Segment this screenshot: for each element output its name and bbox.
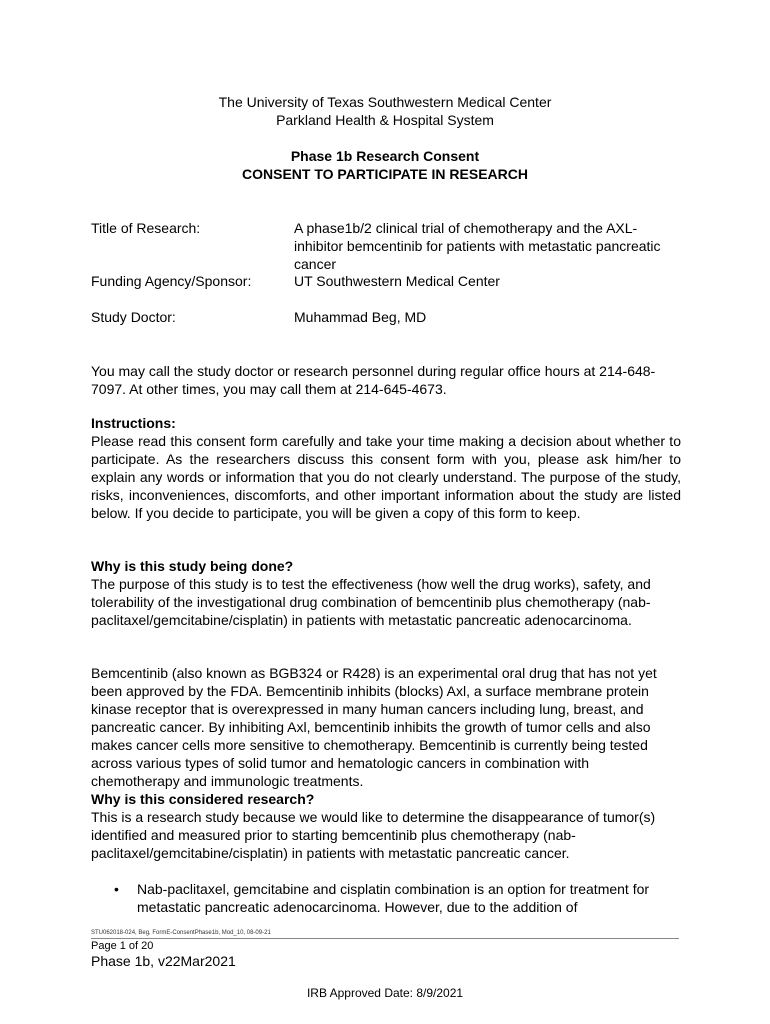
sponsor-label: Funding Agency/Sponsor: [91,273,252,289]
research-title-value: A phase1b/2 clinical trial of chemotherapy and the AXL-inhibitor bemcentinib for patients with metastatic pancreatic cancer [294,220,661,272]
footer-document-id: STU062018-024, Beg, FormE-ConsentPhase1b, Mod_10, 08-09-21 [91,930,271,936]
bemcentinib-paragraph: Bemcentinib (also known as BGB324 or R428) is an experimental oral drug that has not yet been approved by the FDA. Bemcentinib inhibits (blocks) Axl, a surface membrane protein kinase receptor that is overexpressed in many human cancers including lung, breast, and pancreatic cancer. By inhibiting Axl, bemcentinib inhibits the growth of tumor cells and also makes cancer cells more sensitive to chemotherapy. Bemcentinib is currently being tested across various types of solid tumor and hematologic cancers in combination with chemotherapy and immunologic treatments. [91,665,657,789]
instructions-body: Please read this consent form carefully and take your time making a decision about whether to participate. As the researchers discuss this consent form with you, please ask him/her to explain any words or information that you do not clearly understand. The purpose of the study, risks, inconveniences, discomforts, and other important information about the study are listed below. If you decide to participate, you will be given a copy of this form to keep. [91,433,681,521]
why-done-heading: Why is this study being done? [91,558,294,574]
why-done-body: The purpose of this study is to test the effectiveness (how well the drug works), safety, and tolerability of the investigational drug combination of bemcentinib plus chemotherapy (nab-paclitaxel/gemcitabine/cisplatin) in patients with metastatic pancreatic adenocarcinoma. [91,576,651,628]
form-subtitle: CONSENT TO PARTICIPATE IN RESEARCH [242,166,528,182]
footer-page-number: Page 1 of 20 [91,940,154,952]
footer-irb-approval: IRB Approved Date: 8/9/2021 [306,986,464,1000]
bullet-item: Nab-paclitaxel, gemcitabine and cisplatin combination is an option for treatment for metastatic pancreatic adenocarcinoma. However, due to the addition of [137,881,650,915]
footer-version: Phase 1b, v22Mar2021 [91,953,236,969]
why-research-heading: Why is this considered research? [91,791,315,807]
bullet-marker: • [114,881,119,897]
hospital-system-name: Parkland Health & Hospital System [276,112,494,128]
contact-paragraph: You may call the study doctor or research personnel during regular office hours at 214-648-7097. At other times, you may call them at 214-645-4673. [91,363,656,397]
research-title-label: Title of Research: [91,220,201,236]
study-doctor-value: Muhammad Beg, MD [294,309,427,325]
study-doctor-label: Study Doctor: [91,309,176,325]
footer-divider [91,938,679,939]
why-research-body: This is a research study because we would like to determine the disappearance of tumor(s) identified and measured prior to starting bemcentinib plus chemotherapy (nab-paclitaxel/gemcitabine/cisplatin) in patients with metastatic pancreatic cancer. [91,809,656,861]
sponsor-value: UT Southwestern Medical Center [294,273,500,289]
instructions-heading: Instructions: [91,415,176,431]
institution-name: The University of Texas Southwestern Medical Center [218,94,552,110]
form-title: Phase 1b Research Consent [290,148,480,164]
